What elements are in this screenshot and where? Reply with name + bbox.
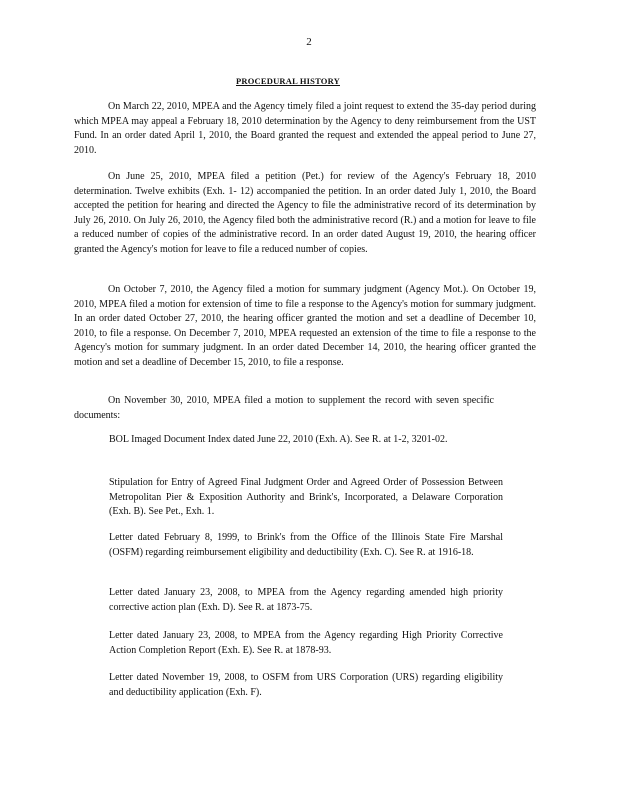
paragraph-1-text: On March 22, 2010, MPEA and the Agency timely filed a joint request to extend the 35-day period during which MPEA may appeal a February 18, 2010 determination by the Agency to deny reimbursement from the UST Fund. In an order dated April 1, 2010, the Board granted the request and extended the appeal period to June 27, 2010. [74, 101, 536, 156]
document-item-3: Letter dated February 8, 1999, to Brink's from the Office of the Illinois State Fire Marshal (OSFM) regarding reimbursement eligibility and deductibility (Exh. C). See R. at 1916-18. [109, 532, 503, 558]
paragraph-4 [74, 394, 494, 423]
paragraph-4-text: On November 30, 2010, MPEA filed a motion to supplement the record with seven specific documents: [74, 395, 494, 421]
paragraph-2 [74, 170, 536, 258]
paragraph-3-text: On October 7, 2010, the Agency filed a motion for summary judgment (Agency Mot.). On October 19, 2010, MPEA filed a motion for extension of time to file a response to the Agency's motion for summary judgment. In an order dated October 27, 2010, the hearing officer granted the motion and set a deadline of December 10, 2010, to file a response. On December 7, 2010, MPEA requested an extension of the time to file a response to the Agency's motion for summary judgment. In an order dated December 14, 2010, the hearing officer granted the motion and set a deadline of December 15, 2010, to file a response. [74, 284, 536, 368]
document-item-5: Letter dated January 23, 2008, to MPEA from the Agency regarding High Priority Corrective Action Completion Report (Exh. E). See R. at 1878-93. [109, 630, 503, 656]
paragraph-3 [74, 283, 536, 371]
paragraph-1 [74, 100, 536, 158]
document-item-6: Letter dated November 19, 2008, to OSFM from URS Corporation (URS) regarding eligibility and deductibility application (Exh. F). [109, 672, 503, 698]
document-item-4: Letter dated January 23, 2008, to MPEA from the Agency regarding amended high priority corrective action plan (Exh. D). See R. at 1873-75. [109, 587, 503, 613]
document-item-2: Stipulation for Entry of Agreed Final Judgment Order and Agreed Order of Possession Between Metropolitan Pier & Exposition Authority and Brink's, Incorporated, a Delaware Corporation (Exh. B). See Pet., Exh. 1. [109, 477, 503, 518]
section-title: PROCEDURAL HISTORY [236, 76, 340, 86]
document-item-1: BOL Imaged Document Index dated June 22, 2010 (Exh. A). See R. at 1-2, 3201-02. [109, 434, 448, 445]
paragraph-2-text: On June 25, 2010, MPEA filed a petition (Pet.) for review of the Agency's February 18, 2010 determination. Twelve exhibits (Exh. 1- 12) accompanied the petition. In an order dated July 1, 2010, the Board accepted the petition for hearing and directed the Agency to file the administrative record of its determination by July 26, 2010. On July 26, 2010, the Agency filed both the administrative record (R.) and a motion for leave to file a reduced number of copies of the administrative record. In an order dated August 19, 2010, the hearing officer granted the Agency's motion for leave to file a reduced number of copies. [74, 171, 536, 255]
page-number: 2 [306, 36, 312, 48]
